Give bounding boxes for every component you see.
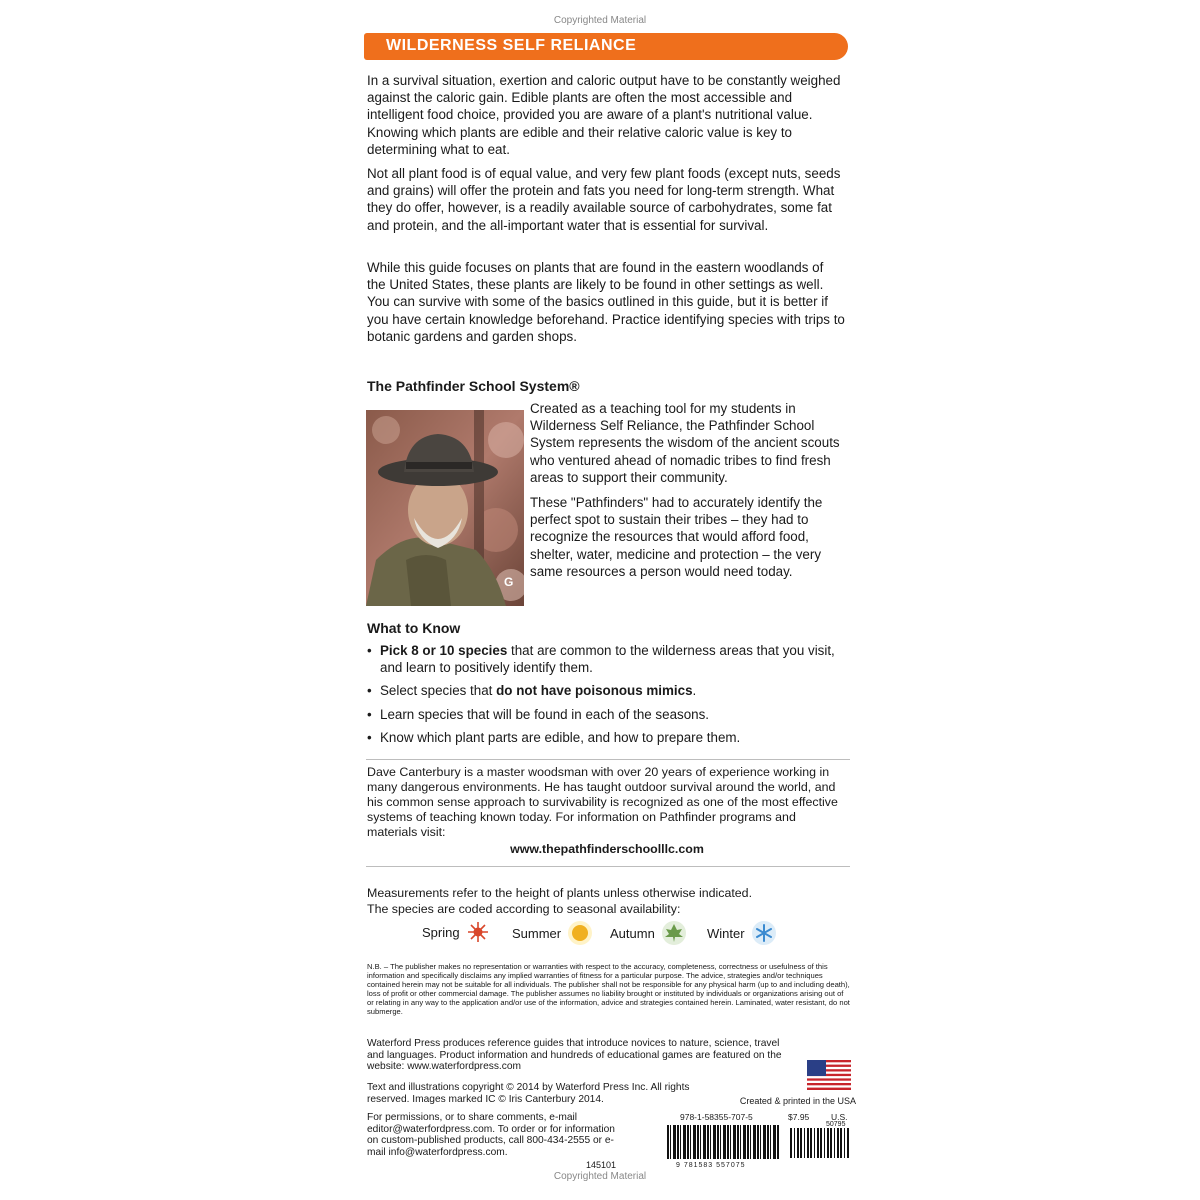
author-bio (367, 765, 847, 857)
pathfinder-heading: The Pathfinder School System® (367, 378, 580, 394)
measurements-line-2: The species are coded according to seasonal availability: (367, 902, 681, 916)
author-photo-image (366, 410, 524, 606)
season-autumn (610, 920, 687, 946)
author-bio-text: Dave Canterbury is a master woodsman with over 20 years of experience working in many dangerous environments. He has taught outdoor survival around the world, and his common sense approach to survivability is recognized as one of the most effective systems of teaching known today. For information on Pathfinder programs and materials visit: (367, 765, 838, 839)
season-summer (512, 920, 593, 946)
intro-paragraph-2: Not all plant food is of equal value, and very few plant foods (except nuts, seeds and grains) will offer the protein and fats you need for long-term strength. What they do offer, however, is a readily available source of carbohydrates, some fat and protein, and the all-important water that is essential for survival. (367, 166, 841, 233)
pathfinder-website-link[interactable]: www.thepathfinderschoolllc.com (510, 842, 704, 856)
intro-paragraph-3: While this guide focuses on plants that are found in the eastern woodlands of the United States, these plants are likely to be found in other settings as well. You can survive with some of the basics outlined in this guide, but it is better if you have certain knowledge beforehand. Practice identifying species with trips to botanic gardens and garden shops. (367, 260, 845, 344)
season-label: Summer (512, 925, 562, 941)
pathfinder-text (530, 400, 846, 580)
snowflake-icon (751, 920, 777, 946)
intro-text (367, 72, 845, 158)
list-item: • Pick 8 or 10 species that are common to the wilderness areas that you visit, and learn to positively identify them. (367, 642, 845, 676)
publisher-info: Waterford Press produces reference guides that introduce novices to nature, science, travel and languages. Product information and hundreds of educational games are featured on the website: www.waterfordpress.com (367, 1038, 782, 1073)
list-item: • Select species that do not have poisonous mimics. (367, 682, 845, 699)
what-to-know-list (367, 642, 845, 752)
autumn-leaf-icon (661, 920, 687, 946)
season-winter (707, 920, 777, 946)
season-label: Autumn (610, 925, 655, 941)
measurements-note (367, 885, 847, 917)
barcode (667, 1125, 779, 1159)
supplement-code: 50795 (826, 1121, 846, 1128)
divider (366, 759, 850, 760)
copyright-watermark-bottom: Copyrighted Material (553, 1171, 647, 1182)
what-to-know-heading: What to Know (367, 620, 461, 636)
list-item: • Know which plant parts are edible, and how to prepare them. (367, 729, 845, 746)
season-spring (422, 920, 490, 944)
author-photo (366, 410, 524, 606)
us-flag-icon (807, 1060, 851, 1090)
summer-sun-icon (567, 920, 593, 946)
price-region: U.S. (831, 1112, 848, 1122)
price-barcode (790, 1128, 850, 1158)
pathfinder-paragraph-2: These "Pathfinders" had to accurately identify the perfect spot to sustain their tribes – they had to recognize the resources that would afford food, shelter, water, medicine and protection – the very same resources a person would need today. (530, 495, 823, 579)
banner-title: WILDERNESS SELF RELIANCE (386, 37, 637, 54)
copyright-notice: Text and illustrations copyright © 2014 by Waterford Press Inc. All rights reserved. Images marked IC © Iris Canterbury 2014. (367, 1082, 690, 1105)
intro-text-2 (367, 165, 845, 234)
permissions-info: For permissions, or to share comments, e-mail editor@waterfordpress.com. To order or for information on custom-published products, call 800-434-2555 or e-mail info@waterfordpress.com. (367, 1112, 615, 1158)
barcode-digits: 9 781583 557075 (676, 1162, 746, 1169)
catalog-number: 145101 (586, 1160, 617, 1170)
section-banner (364, 33, 848, 60)
price: $7.95 (788, 1112, 810, 1122)
disclaimer: N.B. – The publisher makes no representation or warranties with respect to the accuracy, completeness, correctness or usefulness of this information and specifically disclaims any implied warranties of fitness for a particular purpose. The advice, strategies and/or techniques contained herein may not be suitable for all individuals. The publisher shall not be responsible for any physical harm (up to and including death), loss of profit or other commercial damage. The publisher assumes no liability brought or instituted by individuals or organizations arising out of or relating in any way to the application and/or use of the information, advice and strategies contained herein. Laminated, water resistant, do not submerge. (367, 962, 850, 1016)
intro-paragraph-1: In a survival situation, exertion and caloric output have to be constantly weighed against the caloric gain. Edible plants are often the most accessible and intelligent food choice, provided you are aware of a plant's nutritional value. Knowing which plants are edible and their relative caloric value is key to determining what to eat. (367, 73, 841, 157)
season-label: Spring (422, 924, 460, 940)
season-legend (420, 920, 840, 950)
spring-sun-icon (466, 920, 490, 944)
copyright-watermark-top: Copyrighted Material (553, 15, 647, 26)
season-label: Winter (707, 925, 745, 941)
photo-credit-mark: G (504, 575, 514, 589)
isbn-number: 978-1-58355-707-5 (680, 1112, 753, 1122)
list-item: • Learn species that will be found in each of the seasons. (367, 706, 845, 723)
pathfinder-paragraph-1: Created as a teaching tool for my students in Wilderness Self Reliance, the Pathfinder School System represents the wisdom of the ancient scouts who ventured ahead of nomadic tribes to find fresh areas to support their community. (530, 401, 840, 485)
printed-in-usa: Created & printed in the USA (739, 1096, 856, 1106)
intro-text-3 (367, 259, 845, 345)
divider (366, 866, 850, 867)
measurements-line-1: Measurements refer to the height of plants unless otherwise indicated. (367, 886, 753, 900)
